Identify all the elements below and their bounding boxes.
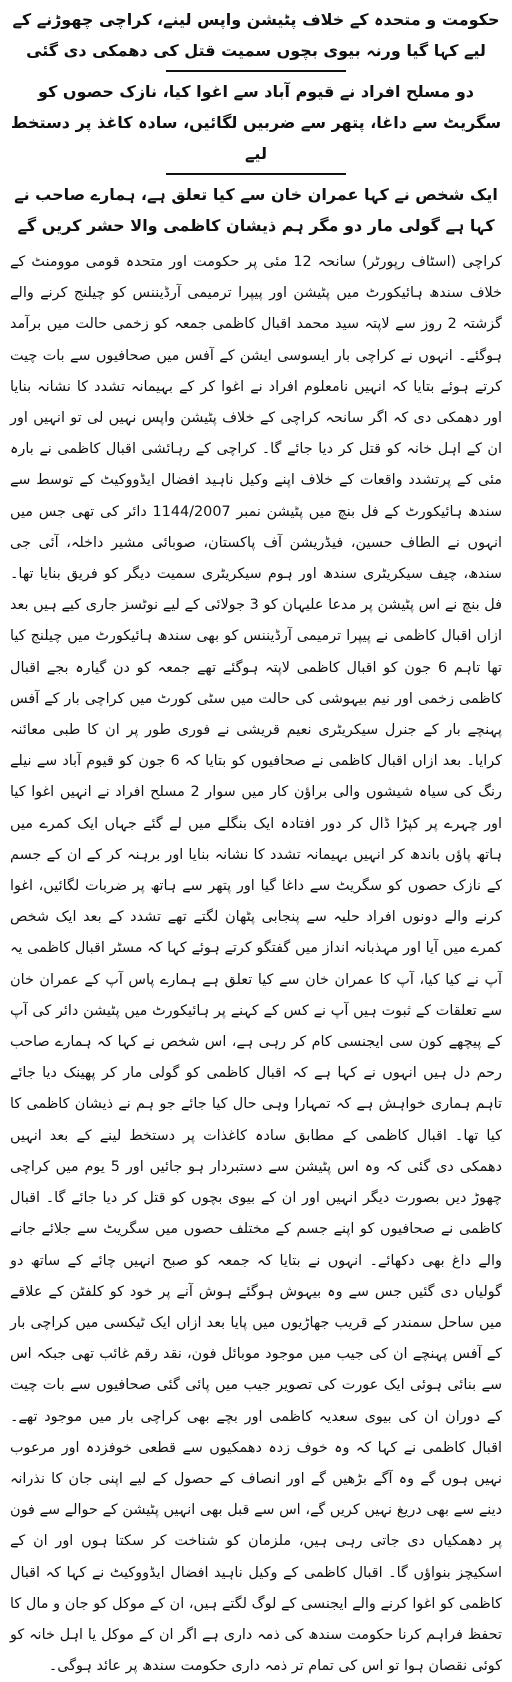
article-body: کراچی (اسٹاف رپورٹر) سانحہ 12 مئی پر حکومت اور متحدہ قومی موومنٹ کے خلاف سندھ ہائیکورٹ میں پٹیشن اور پیپرا ترمیمی آرڈیننس کو چیلنج کرنے والے گزشتہ 2 روز سے لاپتہ سید محمد اقبال کاظمی جمعہ کو زخمی حالت میں برآمد ہوگئے۔ انہوں نے کراچی بار ایسوسی ایشن کے آفس میں صحافیوں سے بات چیت کرتے ہوئے بتایا کہ انہیں نامعلوم افراد نے اغوا کر کے بہیمانہ تشدد کا نشانہ بنایا اور دھمکی دی کہ اگر سانحہ کراچی کے خلاف پٹیشن واپس نہیں لی تو انہیں اور ان کے اہل خانہ کو قتل کر دیا جائے گا۔ کراچی کے رہائشی اقبال کاظمی نے بارہ مئی کے پرتشدد واقعات کے خلاف اپنے وکیل ناہید افضال ایڈووکیٹ کے توسط سے سندھ ہائیکورٹ کے فل بنچ میں پٹیشن نمبر 1144/2007 دائر کی تھی جس میں انہوں نے الطاف حسین، فیڈریشن آف پاکستان، صوبائی مشیر داخلہ، آئی جی سندھ، چیف سیکریٹری سندھ اور ہوم سیکریٹری سمیت دیگر کو فریق بنایا تھا۔ فل بنچ نے اس پٹیشن پر مدعا علیہان کو 3 جولائی کے لیے نوٹسز جاری کیے ہیں بعد ازاں اقبال کاظمی نے پیپرا ترمیمی آرڈیننس کو بھی سندھ ہائیکورٹ میں چیلنج کیا تھا تاہم 6 جون کو اقبال کاظمی لاپتہ ہوگئے تھے جمعہ کو دن گیارہ بجے اقبال کاظمی زخمی اور نیم بیہوشی کی حالت میں سٹی کورٹ میں کراچی بار کے آفس پہنچے بار کے جنرل سیکریٹری نعیم قریشی نے فوری طور پر ان کا طبی معائنہ کرایا۔ بعد ازاں اقبال کاظمی نے صحافیوں کو بتایا کہ 6 جون کو قیوم آباد سے نیلے رنگ کی سیاہ شیشوں والی براؤن کار میں سوار 2 مسلح افراد نے انہیں اغوا کیا اور چہرے پر کپڑا ڈال کر دور افتادہ ایک بنگلے میں لے گئے جہاں ایک کمرے میں ہاتھ پاؤں باندھ کر انہیں بہیمانہ تشدد کا نشانہ بنایا اور برہنہ کر کے ان کے جسم کے نازک حصوں کو سگریٹ سے داغا گیا اور پتھر سے ہاتھ پر ضربات لگائیں، اغوا کرنے والے دونوں افراد حلیہ سے پنجابی پٹھان لگتے تھے تشدد کے بعد ایک شخص کمرے میں آیا اور مہذبانہ انداز میں گفتگو کرتے ہوئے کہا کہ مسٹر اقبال کاظمی یہ آپ نے کیا کیا، آپ کا عمران خان سے کیا تعلق ہے ہمارے پاس آپ کے عمران خان سے تعلقات کے ثبوت ہیں آپ نے کس کے کہنے پر ہائیکورٹ میں پٹیشن دائر کی آپ کے پیچھے کون سی ایجنسی کام کر رہی ہے، اس شخص نے کہا کہ ہمارے صاحب رحم دل ہیں انہوں نے کہا ہے کہ اقبال کاظمی کو گولی مار کر پھینک دیا جائے تاہم ہماری خواہش ہے کہ تمہارا وہی حال کیا جائے جو ہم نے ذیشان کاظمی کا کیا تھا۔ اقبال کاظمی کے مطابق سادہ کاغذات پر دستخط لینے کے بعد انہیں دھمکی دی گئی کہ وہ اس پٹیشن سے دستبردار ہو جائیں اور 5 یوم میں کراچی چھوڑ دیں بصورت دیگر انہیں اور ان کے بیوی بچوں کو قتل کر دیا جائے گا۔ اقبال کاظمی نے صحافیوں کو اپنے جسم کے مختلف حصوں میں سگریٹ سے جلائے جانے والے داغ بھی دکھائے۔ انہوں نے بتایا کہ جمعہ کو صبح انہیں چائے کے ساتھ دو گولیاں دی گئیں جس سے وہ بیہوش ہوگئے ہوش آنے پر خود کو کلفٹن کے علاقے میں ساحل سمندر کے قریب جھاڑیوں میں پایا بعد ازاں ایک ٹیکسی میں کراچی بار کے آفس پہنچے ان کی جیب میں موجود موبائل فون، نقد رقم غائب تھی جبکہ اس سے بنائی ہوئی ایک عورت کی تصویر جیب میں پائی گئی صحافیوں سے بات چیت کے دوران ان کی بیوی سعدیہ کاظمی اور بچے بھی کراچی بار میں موجود تھے۔ اقبال کاظمی نے کہا کہ وہ خوف زدہ دھمکیوں سے قطعی خوفزدہ اور مرعوب نہیں ہوں گے وہ آگے بڑھیں گے اور انصاف کے حصول کے لیے اپنی جان کا نذرانہ دینے سے بھی دریغ نہیں کریں گے، اس سے قبل بھی انہیں پٹیشن کے حوالے سے فون پر دھمکیاں دی جاتی رہی ہیں، ملزمان کو شناخت کر سکتا ہوں اور ان کے اسکیچز بنواؤں گا۔ اقبال کاظمی کے وکیل ناہید افضال ایڈووکیٹ نے کہا کہ اقبال کاظمی کو اغوا کرنے والے ایجنسی کے لوگ لگتے ہیں، ان کے موکل کو جان و مال کا تحفظ فراہم کرنا حکومت سندھ کی ذمہ داری ہے اگر ان کے موکل یا اہل خانہ کو کوئی نقصان ہوا تو اس کی تمام تر ذمہ داری حکومت سندھ پر عائد ہوگی۔ (10, 254, 503, 1675)
headline-divider (166, 70, 346, 72)
headline-divider (166, 173, 346, 175)
headline-3: ایک شخص نے کہا عمران خان سے کیا تعلق ہے، ہمارے صاحب نے کہا ہے گولی مار دو مگر ہم ذیشان کاظمی والا حشر کریں گے (14, 185, 498, 235)
headline-2: دو مسلح افراد نے قیوم آباد سے اغوا کیا، نازک حصوں کو سگریٹ سے داغا، پتھر سے ضربیں لگائیں، سادہ کاغذ پر دستخط لیے (10, 82, 502, 163)
headline-1: حکومت و متحدہ کے خلاف پٹیشن واپس لینے، کراچی چھوڑنے کے لیے کہا گیا ورنہ بیوی بچوں سمیت قتل کی دھمکی دی گئی (12, 10, 500, 60)
